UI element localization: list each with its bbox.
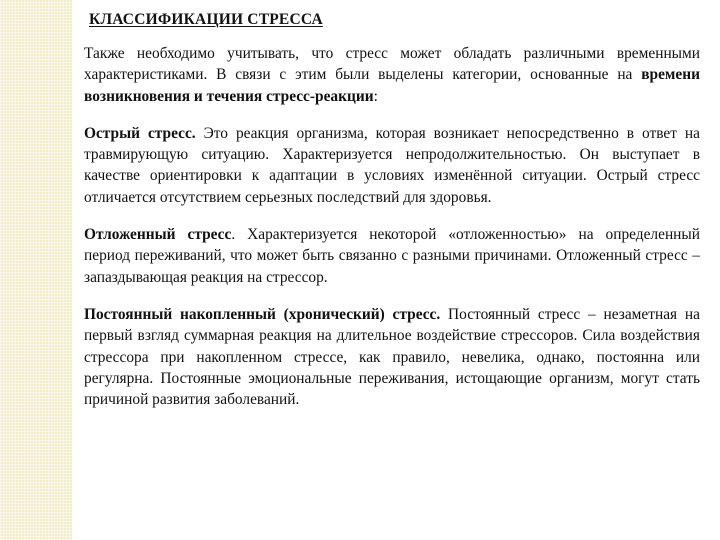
intro-emphasis: времени возникновения и течения стресс-реакции (84, 66, 700, 105)
slide-title: КЛАССИФИКАЦИИ СТРЕССА (89, 11, 323, 28)
delayed-stress-text: . Характеризуется некоторой «отложенностью» на определенный период переживаний, что может быть связанно с разными причинами. Отложенный стресс – запаздывающая реакция на стрессор. (84, 226, 700, 286)
acute-stress-text: Это реакция организма, которая возникает непосредственно в ответ на травмирующую ситуацию. Характеризуется непродолжительностью. Он выступает в качестве ориентировки к адаптации в условиях изменённой ситуации. Острый стресс отличается отсутствием серьезных последствий для здоровья. (84, 124, 700, 206)
intro-text-end: : (373, 87, 378, 105)
slide-content (84, 43, 700, 426)
intro-paragraph (84, 43, 700, 107)
acute-stress-paragraph (84, 123, 700, 208)
chronic-stress-paragraph (84, 304, 700, 410)
chronic-stress-text: Постоянный стресс – незаметная на первый взгляд суммарная реакция на длительное воздействие стрессоров. Сила воздействия стрессора при накопленном стрессе, как правило, невелика, однако, постоянна или регулярна. Постоянные эмоциональные переживания, истощающие организм, могут стать причиной развития заболеваний. (84, 305, 700, 409)
acute-stress-term: Острый стресс. (84, 124, 196, 142)
delayed-stress-term: Отложенный стресс (84, 226, 232, 244)
chronic-stress-term: Постоянный накопленный (хронический) стресс. (84, 305, 441, 323)
intro-text: Также необходимо учитывать, что стресс может обладать различными временными характеристиками. В связи с этим были выделены категории, основанные на (84, 45, 700, 84)
decorative-side-strip (0, 0, 72, 540)
delayed-stress-paragraph (84, 224, 700, 288)
